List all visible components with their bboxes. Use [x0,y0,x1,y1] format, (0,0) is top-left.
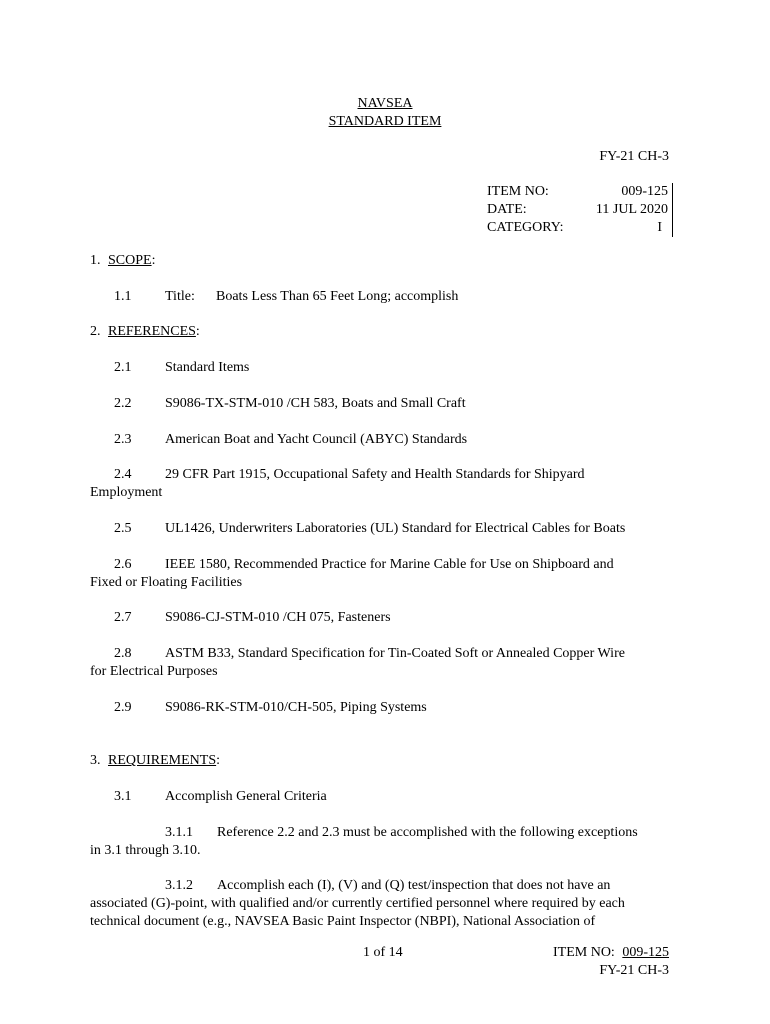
footer-fiscal-year: FY-21 CH-3 [599,963,669,978]
reference-item: 2.5 UL1426, Underwriters Laboratories (UL) Standard for Electrical Cables for Boats [114,521,626,536]
reference-item: 2.9 S9086-RK-STM-010/CH-505, Piping Systems [114,700,427,715]
reference-item: 2.1 Standard Items [114,360,250,375]
doc-type-title: STANDARD ITEM [328,114,442,129]
reference-item: 2.8 ASTM B33, Standard Specification for Tin-Coated Soft or Annealed Copper Wire [114,646,625,661]
requirement-3-1-1: 3.1.1 Reference 2.2 and 2.3 must be accomplished with the following exceptions [165,825,638,840]
requirement-3-1-2: 3.1.2 Accomplish each (I), (V) and (Q) test/inspection that does not have an [165,878,611,893]
reference-item: 2.6 IEEE 1580, Recommended Practice for Marine Cable for Use on Shipboard and [114,557,614,572]
item-info-table [487,183,673,237]
requirement-3-1: 3.1 Accomplish General Criteria [114,789,327,804]
section-references-heading: 2. REFERENCES: [90,324,200,339]
date-value: 11 JUL 2020 [595,202,668,217]
reference-item-continuation: Fixed or Floating Facilities [90,575,243,590]
requirement-3-1-2-continuation: associated (G)-point, with qualified and/or currently certified personnel where required by each [90,896,625,911]
scope-title-line: 1.1 Title: Boats Less Than 65 Feet Long; accomplish [114,289,459,304]
requirement-3-1-2-continuation: technical document (e.g., NAVSEA Basic Paint Inspector (NBPI), National Association of [90,914,596,929]
requirement-3-1-1-continuation: in 3.1 through 3.10. [90,843,201,858]
reference-item: 2.7 S9086-CJ-STM-010 /CH 075, Fasteners [114,610,391,625]
category-row: CATEGORY: I [487,219,673,237]
reference-item-continuation: Employment [90,485,163,500]
reference-item: 2.4 29 CFR Part 1915, Occupational Safety and Health Standards for Shipyard [114,467,585,482]
section-requirements-heading: 3. REQUIREMENTS: [90,753,221,768]
section-scope-heading: 1. SCOPE: [90,253,156,268]
date-row: DATE: 11 JUL 2020 [487,201,673,219]
reference-item-continuation: for Electrical Purposes [90,664,218,679]
item-no-value: 009-125 [621,184,668,199]
footer-item-no: ITEM NO: 009-125 [553,945,669,960]
fiscal-year-header: FY-21 CH-3 [599,149,669,164]
org-title: NAVSEA [357,96,413,111]
item-no-row: ITEM NO: 009-125 [487,183,673,201]
reference-item: 2.3 American Boat and Yacht Council (ABYC) Standards [114,432,468,447]
reference-item: 2.2 S9086-TX-STM-010 /CH 583, Boats and Small Craft [114,396,466,411]
page-number: 1 of 14 [363,945,403,960]
category-value: I [657,220,662,235]
